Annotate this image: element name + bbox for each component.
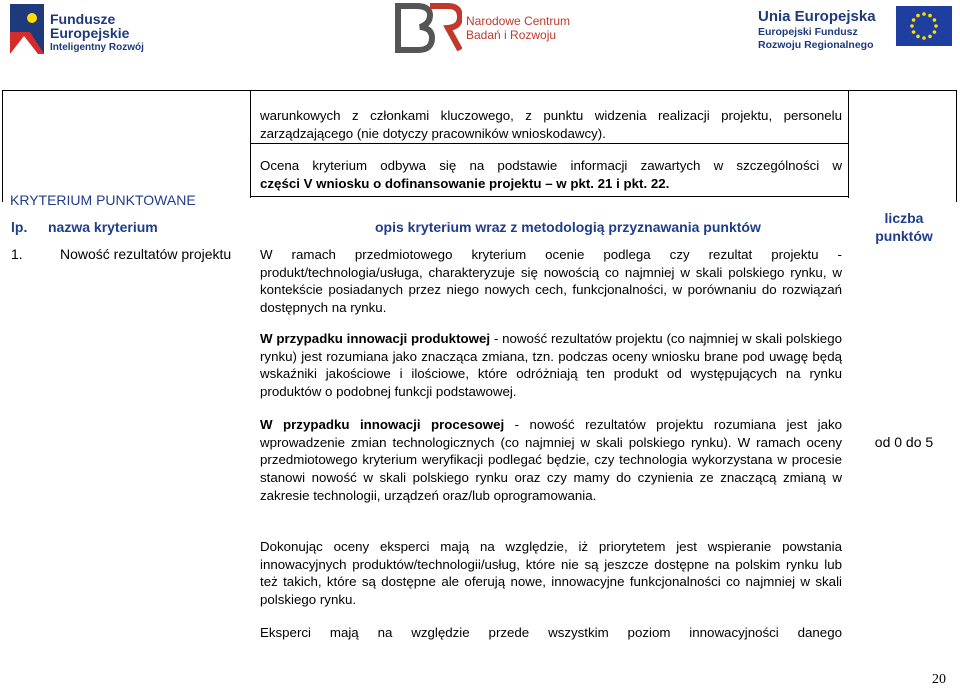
ue-line1: Europejski Fundusz — [758, 26, 858, 38]
column-header-points — [864, 210, 944, 245]
column-header-name: nazwa kryterium — [48, 219, 158, 235]
section-title: KRYTERIUM PUNKTOWANE — [10, 192, 196, 208]
row-divider-2 — [250, 196, 848, 197]
criterion-paragraph-1: W ramach przedmiotowego kryterium ocenie podlega czy rezultat projektu - produkt/technologia/usługa, charakteryzuje się nowością co najmniej w skali polskiego rynku, w kontekście posiadanych przez niego nowych cech, funkcjonalności, w porównaniu do rozwiązań dostępnych na rynku. — [260, 247, 842, 316]
column-header-lp: lp. — [11, 219, 28, 235]
product-innovation-label: W przypadku innowacji produktowej — [260, 331, 491, 346]
ncbr-line2: Badań i Rozwoju — [466, 28, 557, 42]
fe-logo-line1: Fundusze — [50, 11, 116, 27]
fundusze-europejskie-logo — [10, 4, 144, 56]
ncbr-line1: Narodowe Centrum — [466, 14, 571, 28]
criterion-name: Nowość rezultatów projektu — [60, 246, 232, 262]
criterion-paragraph-5: Eksperci mają na względzie przede wszystkim poziom innowacyjności danego — [260, 625, 842, 640]
table-top-border — [2, 90, 956, 91]
process-innovation-text: - nowość rezultatów projektu rozumiana jest jako wprowadzenie zmian technologicznych (co najmniej w skali polskiego rynku). W ramach oceny przedmiotowego kryterium weryfikacji podlegać będzie, czy technologia wykorzystana w procesie stanowi nowość w skali polskiego rynku oraz czy mamy do czynienia ze znaczącą zmianą w zakresie technologii, urządzeń oraz/lub oprogramowania. — [260, 417, 843, 503]
column-header-points-line2: punktów — [875, 227, 933, 244]
ncbr-logo — [392, 0, 582, 56]
row-divider-1 — [250, 143, 848, 144]
fe-logo-line3: Inteligentny Rozwój — [50, 42, 144, 53]
evaluation-source-text — [260, 157, 842, 192]
name-column-divider — [250, 90, 251, 198]
br-mark-icon — [392, 0, 462, 56]
criterion-paragraph-2 — [260, 330, 842, 401]
column-header-desc: opis kryterium wraz z metodologią przyznawania punktów — [375, 219, 761, 235]
evaluation-source-line2: części V wniosku o dofinansowanie projektu – w pkt. 21 i pkt. 22. — [260, 175, 670, 191]
criterion-points: od 0 do 5 — [874, 434, 934, 450]
column-header-points-line1: liczba — [884, 210, 924, 226]
unia-europejska-logo — [758, 4, 954, 56]
conditions-text: warunkowych z członkami kluczowego, z punktu widzenia realizacji projektu, personelu zarządzającego (nie dotyczy pracowników wnioskodawcy). — [260, 108, 842, 141]
desc-column-divider — [848, 90, 849, 198]
product-innovation-text: - nowość rezultatów projektu (co najmniej w skali polskiego rynku) jest rozumiana jako znacząca zmiana, tzn. podczas oceny wniosku brane pod uwagę będą wskaźniki jakościowe i ilościowe, które odróżniają ten produkt od występujących na rynku produktów o podobnej funkcji podstawowej. — [260, 331, 842, 400]
evaluation-source-line1: Ocena kryterium odbywa się na podstawie informacji zawartych w szczególności w — [260, 158, 842, 173]
criterion-paragraph-4: Dokonując oceny eksperci mają na względzie, iż priorytetem jest wspieranie powstania innowacyjnych produktów/technologii/usług, które nie są jeszcze dostępne na polskim rynku lub też takich, które są dostępne ale oferują nowe, innowacyjne funkcjonalności co najmniej w skali polskiego rynku. — [260, 539, 842, 608]
process-innovation-label: W przypadku innowacji procesowej — [260, 417, 505, 432]
criterion-number: 1. — [11, 246, 23, 262]
ue-line2: Rozwoju Regionalnego — [758, 39, 874, 51]
page-number: 20 — [932, 672, 946, 687]
table-right-border — [956, 90, 957, 202]
fe-flag-icon — [10, 4, 44, 54]
criterion-paragraph-3 — [260, 416, 842, 505]
eu-flag-icon — [896, 6, 952, 46]
fe-logo-line2: Europejskie — [50, 25, 130, 41]
ue-title: Unia Europejska — [758, 8, 876, 25]
table-left-border — [2, 90, 3, 202]
